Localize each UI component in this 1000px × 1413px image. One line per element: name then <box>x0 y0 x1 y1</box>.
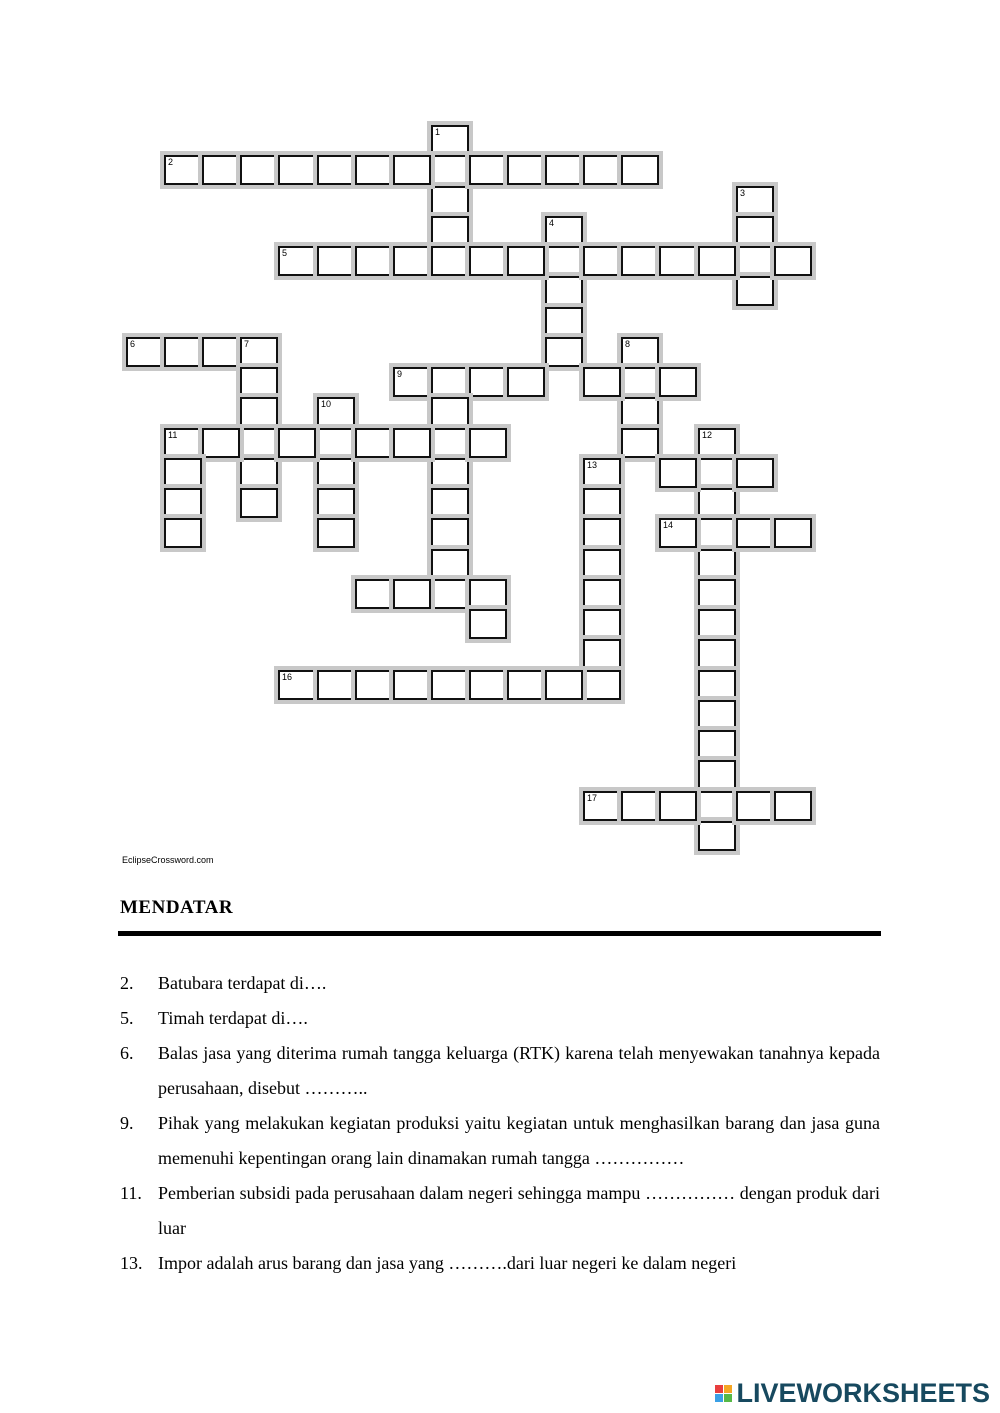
cell-letter-input[interactable] <box>623 430 657 456</box>
cell-letter-input[interactable] <box>585 581 619 607</box>
crossword-cell[interactable] <box>583 639 621 669</box>
logo-square-green <box>724 1394 732 1402</box>
cell-letter-input[interactable] <box>509 369 543 395</box>
crossword-cell[interactable] <box>583 367 621 397</box>
crossword-cell[interactable] <box>240 155 278 185</box>
cell-letter-input[interactable] <box>433 157 467 183</box>
cell-letter-input[interactable] <box>585 369 619 395</box>
cell-letter-input[interactable] <box>700 702 734 728</box>
crossword-cell[interactable] <box>583 155 621 185</box>
crossword-cell[interactable] <box>164 458 202 488</box>
crossword-cell[interactable] <box>164 518 202 548</box>
crossword-cell[interactable] <box>736 518 774 548</box>
clue-item <box>120 1246 880 1281</box>
crossword-cell[interactable] <box>583 458 621 488</box>
crossword-cell[interactable] <box>659 246 697 276</box>
clue-number-label: 14 <box>663 520 674 530</box>
cell-letter-input[interactable] <box>700 641 734 667</box>
cell-letter-input[interactable] <box>738 188 772 214</box>
cell-letter-input[interactable] <box>395 430 429 456</box>
logo-square-red <box>715 1385 723 1393</box>
clue-text: Impor adalah arus barang dan jasa yang ……….dari luar negeri ke dalam negeri <box>158 1253 737 1273</box>
cell-letter-input[interactable] <box>433 188 467 214</box>
cell-letter-input[interactable] <box>623 793 657 819</box>
clue-text: Balas jasa yang diterima rumah tangga keluarga (RTK) karena telah menyewakan tanahnya kepada perusahaan, disebut ……….. <box>158 1043 880 1098</box>
crossword-cell[interactable] <box>431 367 469 397</box>
crossword-cell[interactable] <box>164 337 202 367</box>
crossword-cell[interactable] <box>469 367 507 397</box>
cell-letter-input[interactable] <box>357 430 391 456</box>
logo-square-orange <box>724 1385 732 1393</box>
clue-item <box>120 1001 880 1036</box>
cell-letter-input[interactable] <box>433 672 467 698</box>
cell-letter-input[interactable] <box>166 339 200 365</box>
section-title: MENDATAR <box>120 897 234 918</box>
crossword-cell[interactable] <box>545 246 583 276</box>
cell-letter-input[interactable] <box>166 490 200 516</box>
cell-letter-input[interactable] <box>319 248 353 274</box>
crossword-cell[interactable] <box>393 367 431 397</box>
section-divider <box>118 931 881 936</box>
crossword-cell[interactable] <box>431 428 469 458</box>
clue-item <box>120 1036 880 1106</box>
cell-letter-input[interactable] <box>738 278 772 304</box>
crossword-cell[interactable] <box>317 488 355 518</box>
liveworksheets-logo-icon <box>715 1385 732 1402</box>
cell-letter-input[interactable] <box>395 581 429 607</box>
cell-letter-input[interactable] <box>280 248 314 274</box>
clue-number-label: 7 <box>244 339 250 349</box>
crossword-cell[interactable] <box>545 155 583 185</box>
cell-letter-input[interactable] <box>433 369 467 395</box>
cell-letter-input[interactable] <box>700 793 734 819</box>
crossword-cell[interactable] <box>736 276 774 306</box>
crossword-cell[interactable] <box>278 670 316 700</box>
cell-letter-input[interactable] <box>242 339 276 365</box>
clue-number: 9. <box>120 1113 134 1133</box>
cell-letter-input[interactable] <box>585 490 619 516</box>
cell-letter-input[interactable] <box>585 641 619 667</box>
crossword-cell[interactable] <box>736 186 774 216</box>
crossword-cell[interactable] <box>278 246 316 276</box>
cell-letter-input[interactable] <box>700 490 734 516</box>
cell-letter-input[interactable] <box>547 218 581 244</box>
cell-letter-input[interactable] <box>471 430 505 456</box>
crossword-cell[interactable] <box>317 246 355 276</box>
clue-number: 2. <box>120 973 134 993</box>
cell-letter-input[interactable] <box>700 611 734 637</box>
cell-letter-input[interactable] <box>433 248 467 274</box>
crossword-cell[interactable] <box>431 155 469 185</box>
cell-letter-input[interactable] <box>661 520 695 546</box>
crossword-cell[interactable] <box>202 337 240 367</box>
cell-letter-input[interactable] <box>547 309 581 335</box>
clue-number-label: 5 <box>282 248 288 258</box>
crossword-cell[interactable] <box>774 518 812 548</box>
cell-letter-input[interactable] <box>509 248 543 274</box>
crossword-cell[interactable] <box>698 730 736 760</box>
crossword-cell[interactable] <box>583 246 621 276</box>
cell-letter-input[interactable] <box>776 520 810 546</box>
clue-number-label: 11 <box>168 430 178 440</box>
clue-text: Timah terdapat di…. <box>158 1008 308 1028</box>
cell-letter-input[interactable] <box>395 248 429 274</box>
cell-letter-input[interactable] <box>585 460 619 486</box>
crossword-cell[interactable] <box>698 428 736 458</box>
cell-letter-input[interactable] <box>700 762 734 788</box>
cell-letter-input[interactable] <box>700 460 734 486</box>
crossword-cell[interactable] <box>698 639 736 669</box>
crossword-cell[interactable] <box>355 579 393 609</box>
cell-letter-input[interactable] <box>204 157 238 183</box>
clue-list <box>120 966 880 1281</box>
crossword-cell[interactable] <box>164 155 202 185</box>
crossword-cell[interactable] <box>431 246 469 276</box>
crossword-cell[interactable] <box>317 155 355 185</box>
crossword-cell[interactable] <box>317 458 355 488</box>
crossword-cell[interactable] <box>202 155 240 185</box>
cell-letter-input[interactable] <box>585 672 619 698</box>
crossword-cell[interactable] <box>317 670 355 700</box>
crossword-credit: EclipseCrossword.com <box>122 855 214 865</box>
clue-text: Pemberian subsidi pada perusahaan dalam negeri sehingga mampu …………… dengan produk dari luar <box>158 1183 880 1238</box>
cell-letter-input[interactable] <box>242 430 276 456</box>
cell-letter-input[interactable] <box>357 248 391 274</box>
crossword-cell[interactable] <box>698 791 736 821</box>
cell-letter-input[interactable] <box>395 369 429 395</box>
crossword-cell[interactable] <box>317 428 355 458</box>
cell-letter-input[interactable] <box>433 551 467 577</box>
cell-letter-input[interactable] <box>280 672 314 698</box>
cell-letter-input[interactable] <box>700 823 734 849</box>
crossword-cell[interactable] <box>393 670 431 700</box>
crossword-cell[interactable] <box>507 670 545 700</box>
clue-text: Batubara terdapat di…. <box>158 973 327 993</box>
crossword-cell[interactable] <box>240 337 278 367</box>
crossword-cell[interactable] <box>698 246 736 276</box>
cell-letter-input[interactable] <box>585 793 619 819</box>
crossword-cell[interactable] <box>431 397 469 427</box>
cell-letter-input[interactable] <box>242 399 276 425</box>
crossword-cell[interactable] <box>240 428 278 458</box>
crossword-cell[interactable] <box>583 609 621 639</box>
cell-letter-input[interactable] <box>357 581 391 607</box>
crossword-cell[interactable] <box>431 488 469 518</box>
cell-letter-input[interactable] <box>433 399 467 425</box>
clue-number-label: 9 <box>397 369 403 379</box>
crossword-cell[interactable] <box>698 821 736 851</box>
crossword-cell[interactable] <box>736 216 774 246</box>
cell-letter-input[interactable] <box>623 248 657 274</box>
cell-letter-input[interactable] <box>433 581 467 607</box>
crossword-cell[interactable] <box>431 186 469 216</box>
crossword-cell[interactable] <box>431 670 469 700</box>
crossword-cell[interactable] <box>621 155 659 185</box>
cell-letter-input[interactable] <box>661 248 695 274</box>
crossword-cell[interactable] <box>583 518 621 548</box>
clue-number-label: 17 <box>587 793 598 803</box>
crossword-cell[interactable] <box>736 458 774 488</box>
crossword-cell[interactable] <box>507 246 545 276</box>
cell-letter-input[interactable] <box>242 369 276 395</box>
cell-letter-input[interactable] <box>776 248 810 274</box>
crossword-cell[interactable] <box>698 579 736 609</box>
crossword-cell[interactable] <box>545 276 583 306</box>
cell-letter-input[interactable] <box>433 520 467 546</box>
clue-number-label: 16 <box>282 672 293 682</box>
crossword-cell[interactable] <box>659 518 697 548</box>
crossword-cell[interactable] <box>469 155 507 185</box>
cell-letter-input[interactable] <box>623 369 657 395</box>
cell-letter-input[interactable] <box>547 278 581 304</box>
crossword-cell[interactable] <box>469 579 507 609</box>
cell-letter-input[interactable] <box>280 430 314 456</box>
crossword-cell[interactable] <box>698 518 736 548</box>
crossword-cell[interactable] <box>736 791 774 821</box>
cell-letter-input[interactable] <box>166 157 200 183</box>
cell-letter-input[interactable] <box>166 430 200 456</box>
clue-number-label: 10 <box>321 399 332 409</box>
cell-letter-input[interactable] <box>433 460 467 486</box>
cell-letter-input[interactable] <box>471 248 505 274</box>
crossword-cell[interactable] <box>164 428 202 458</box>
crossword-cell[interactable] <box>621 428 659 458</box>
cell-letter-input[interactable] <box>700 551 734 577</box>
crossword-cell[interactable] <box>698 549 736 579</box>
clue-item <box>120 1106 880 1176</box>
crossword-cell[interactable] <box>431 518 469 548</box>
cell-letter-input[interactable] <box>319 430 353 456</box>
crossword-cell[interactable] <box>393 579 431 609</box>
cell-letter-input[interactable] <box>319 460 353 486</box>
logo-square-blue <box>715 1394 723 1402</box>
cell-letter-input[interactable] <box>242 460 276 486</box>
crossword-cell[interactable] <box>583 670 621 700</box>
crossword-cell[interactable] <box>698 458 736 488</box>
crossword-cell[interactable] <box>355 670 393 700</box>
crossword-cell[interactable] <box>698 609 736 639</box>
cell-letter-input[interactable] <box>623 157 657 183</box>
crossword-cell[interactable] <box>583 488 621 518</box>
crossword-cell[interactable] <box>355 246 393 276</box>
cell-letter-input[interactable] <box>509 157 543 183</box>
cell-letter-input[interactable] <box>776 793 810 819</box>
cell-letter-input[interactable] <box>700 248 734 274</box>
crossword-cell[interactable] <box>545 670 583 700</box>
crossword-cell[interactable] <box>621 791 659 821</box>
crossword-cell[interactable] <box>431 458 469 488</box>
crossword-cell[interactable] <box>621 397 659 427</box>
crossword-cell[interactable] <box>698 700 736 730</box>
cell-letter-input[interactable] <box>547 248 581 274</box>
clue-text: Pihak yang melakukan kegiatan produksi yaitu kegiatan untuk menghasilkan barang dan jasa guna memenuhi kepentingan orang lain dinamakan rumah tangga …………… <box>158 1113 880 1168</box>
cell-letter-input[interactable] <box>738 248 772 274</box>
cell-letter-input[interactable] <box>319 399 353 425</box>
crossword-cell[interactable] <box>698 488 736 518</box>
crossword-cell[interactable] <box>431 549 469 579</box>
cell-letter-input[interactable] <box>395 157 429 183</box>
crossword-cell[interactable] <box>278 155 316 185</box>
crossword-cell[interactable] <box>621 337 659 367</box>
cell-letter-input[interactable] <box>471 611 505 637</box>
cell-letter-input[interactable] <box>623 339 657 365</box>
brand-logo <box>715 1378 990 1409</box>
cell-letter-input[interactable] <box>585 248 619 274</box>
cell-letter-input[interactable] <box>700 672 734 698</box>
cell-letter-input[interactable] <box>357 157 391 183</box>
cell-letter-input[interactable] <box>585 611 619 637</box>
crossword-cell[interactable] <box>431 579 469 609</box>
crossword-cell[interactable] <box>583 549 621 579</box>
crossword-cell[interactable] <box>698 760 736 790</box>
cell-letter-input[interactable] <box>738 218 772 244</box>
cell-letter-input[interactable] <box>661 369 695 395</box>
cell-letter-input[interactable] <box>738 793 772 819</box>
cell-letter-input[interactable] <box>357 672 391 698</box>
crossword-cell[interactable] <box>317 397 355 427</box>
cell-letter-input[interactable] <box>319 157 353 183</box>
cell-letter-input[interactable] <box>166 520 200 546</box>
crossword-cell[interactable] <box>698 670 736 700</box>
cell-letter-input[interactable] <box>319 672 353 698</box>
cell-letter-input[interactable] <box>471 157 505 183</box>
cell-letter-input[interactable] <box>128 339 162 365</box>
cell-letter-input[interactable] <box>433 490 467 516</box>
crossword-cell[interactable] <box>621 367 659 397</box>
crossword-cell[interactable] <box>202 428 240 458</box>
crossword-cell[interactable] <box>736 246 774 276</box>
clue-number-label: 4 <box>549 218 555 228</box>
crossword-cell[interactable] <box>659 367 697 397</box>
crossword-cell[interactable] <box>469 609 507 639</box>
crossword-cell[interactable] <box>240 458 278 488</box>
clue-number-label: 8 <box>625 339 631 349</box>
cell-letter-input[interactable] <box>433 430 467 456</box>
crossword-cell[interactable] <box>545 216 583 246</box>
crossword-cell[interactable] <box>126 337 164 367</box>
clue-number-label: 2 <box>168 157 174 167</box>
cell-letter-input[interactable] <box>738 460 772 486</box>
cell-letter-input[interactable] <box>547 672 581 698</box>
crossword-cell[interactable] <box>240 367 278 397</box>
crossword-cell[interactable] <box>774 246 812 276</box>
crossword-cell[interactable] <box>545 307 583 337</box>
crossword-cell[interactable] <box>431 125 469 155</box>
crossword-cell[interactable] <box>583 579 621 609</box>
cell-letter-input[interactable] <box>433 218 467 244</box>
cell-letter-input[interactable] <box>204 430 238 456</box>
crossword-cell[interactable] <box>393 155 431 185</box>
crossword-cell[interactable] <box>240 397 278 427</box>
cell-letter-input[interactable] <box>433 127 467 153</box>
clue-number: 5. <box>120 1008 134 1028</box>
crossword-cell[interactable] <box>583 791 621 821</box>
cell-letter-input[interactable] <box>319 520 353 546</box>
clue-number-label: 3 <box>740 188 746 198</box>
cell-letter-input[interactable] <box>661 460 695 486</box>
cell-letter-input[interactable] <box>471 369 505 395</box>
crossword-cell[interactable] <box>355 155 393 185</box>
clue-number: 6. <box>120 1043 134 1063</box>
clue-number-label: 13 <box>587 460 598 470</box>
crossword-cell[interactable] <box>469 246 507 276</box>
cell-letter-input[interactable] <box>700 732 734 758</box>
cell-letter-input[interactable] <box>166 460 200 486</box>
cell-letter-input[interactable] <box>547 157 581 183</box>
crossword-cell[interactable] <box>278 428 316 458</box>
cell-letter-input[interactable] <box>700 430 734 456</box>
cell-letter-input[interactable] <box>471 581 505 607</box>
cell-letter-input[interactable] <box>395 672 429 698</box>
crossword-cell[interactable] <box>393 246 431 276</box>
clue-number-label: 1 <box>435 127 441 137</box>
cell-letter-input[interactable] <box>242 490 276 516</box>
cell-letter-input[interactable] <box>547 339 581 365</box>
crossword-cell[interactable] <box>355 428 393 458</box>
cell-letter-input[interactable] <box>738 520 772 546</box>
cell-letter-input[interactable] <box>661 793 695 819</box>
crossword-cell[interactable] <box>507 367 545 397</box>
cell-letter-input[interactable] <box>700 520 734 546</box>
crossword-cell[interactable] <box>431 216 469 246</box>
clue-number-label: 6 <box>130 339 136 349</box>
crossword-cell[interactable] <box>621 246 659 276</box>
cell-letter-input[interactable] <box>585 157 619 183</box>
crossword-cell[interactable] <box>507 155 545 185</box>
cell-letter-input[interactable] <box>319 490 353 516</box>
crossword-cell[interactable] <box>469 670 507 700</box>
cell-letter-input[interactable] <box>623 399 657 425</box>
clue-number: 13. <box>120 1253 143 1273</box>
cell-letter-input[interactable] <box>585 520 619 546</box>
crossword-cell[interactable] <box>659 458 697 488</box>
clue-item <box>120 966 880 1001</box>
crossword-cell[interactable] <box>393 428 431 458</box>
clue-number-label: 12 <box>702 430 713 440</box>
crossword-cell[interactable] <box>774 791 812 821</box>
cell-letter-input[interactable] <box>509 672 543 698</box>
cell-letter-input[interactable] <box>242 157 276 183</box>
clue-number: 11. <box>120 1183 142 1203</box>
cell-letter-input[interactable] <box>204 339 238 365</box>
crossword-cell[interactable] <box>659 791 697 821</box>
cell-letter-input[interactable] <box>280 157 314 183</box>
cell-letter-input[interactable] <box>471 672 505 698</box>
crossword-cell[interactable] <box>469 428 507 458</box>
crossword-cell[interactable] <box>317 518 355 548</box>
cell-letter-input[interactable] <box>585 551 619 577</box>
brand-name: LIVEWORKSHEETS <box>736 1378 990 1408</box>
crossword-cell[interactable] <box>545 337 583 367</box>
clue-item <box>120 1176 880 1246</box>
crossword-cell[interactable] <box>164 488 202 518</box>
crossword-cell[interactable] <box>240 488 278 518</box>
cell-letter-input[interactable] <box>700 581 734 607</box>
